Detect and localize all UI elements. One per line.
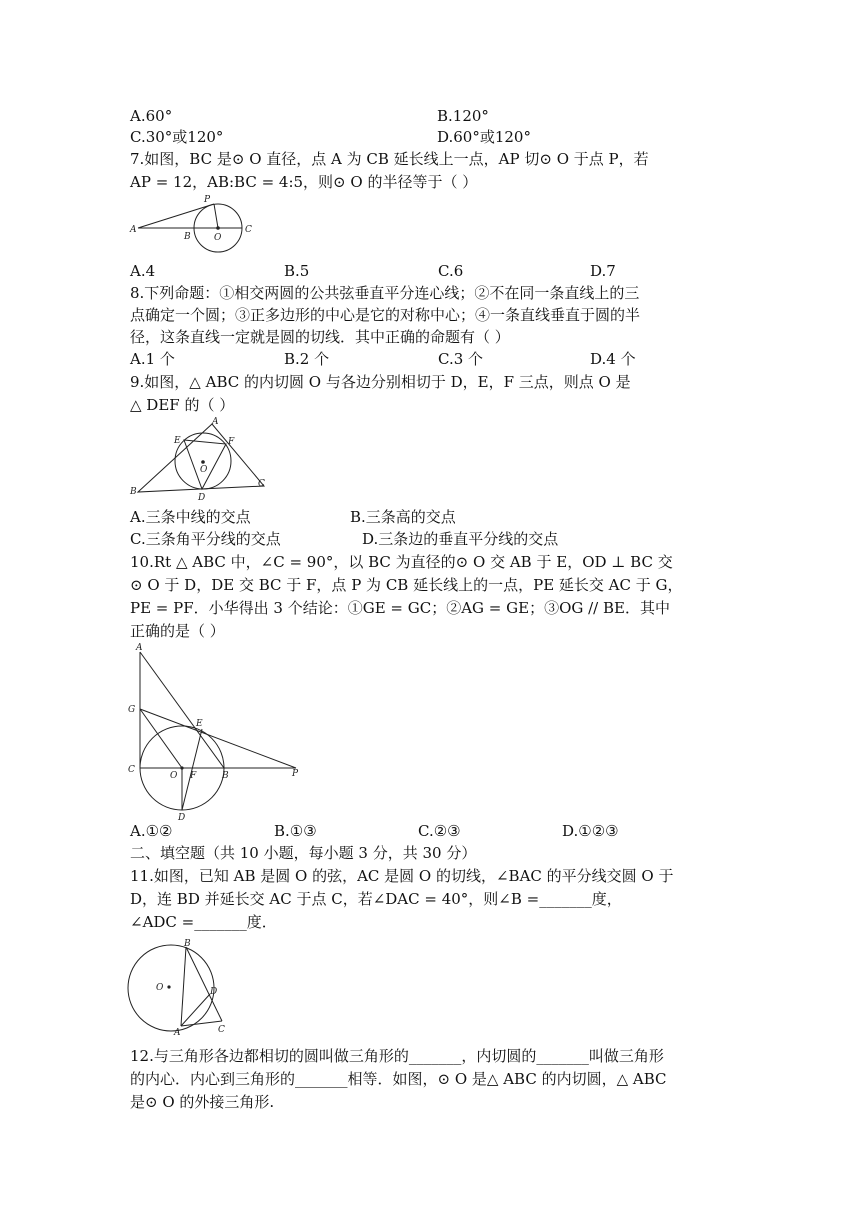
- q8-option-a: A.1 个: [130, 350, 175, 368]
- q10-option-a: A.①②: [130, 822, 173, 840]
- q9-text-line-1: 9.如图，△ ABC 的内切圆 O 与各边分别相切于 D，E，F 三点，则点 O 是: [130, 373, 631, 391]
- q10-option-b: B.①③: [274, 822, 317, 840]
- q7-label-b: B: [184, 232, 191, 242]
- q8-option-d: D.4 个: [590, 350, 636, 368]
- q10-text-line-1: 10.Rt △ ABC 中，∠C = 90°，以 BC 为直径的⊙ O 交 AB 于 E，OD ⊥ BC 交: [130, 553, 673, 571]
- q11-label-a: A: [174, 1028, 181, 1038]
- q9-label-f: F: [228, 437, 235, 447]
- q9-label-b: B: [130, 487, 137, 497]
- q7-option-a: A.4: [130, 262, 156, 280]
- q11-text-line-1: 11.如图，已知 AB 是圆 O 的弦，AC 是圆 O 的切线，∠BAC 的平分线交圆 O 于: [130, 867, 674, 885]
- q11-label-o: O: [156, 983, 164, 993]
- q10-text-line-4: 正确的是（ ）: [130, 622, 225, 640]
- q8-text-line-1: 8.下列命题：①相交两圆的公共弦垂直平分连心线；②不在同一条直线上的三: [130, 284, 640, 302]
- q7-option-c: C.6: [438, 262, 464, 280]
- q12-text-line-2: 的内心．内心到三角形的_______相等．如图，⊙ O 是△ ABC 的内切圆，△ ABC: [130, 1070, 667, 1088]
- q8-option-c: C.3 个: [438, 350, 484, 368]
- q11-text-line-3: ∠ADC =_______度．: [130, 913, 277, 931]
- q10-label-o: O: [170, 771, 178, 781]
- q7-text-line-2: AP = 12，AB:BC = 4:5，则⊙ O 的半径等于（ ）: [130, 173, 478, 191]
- q11-figure: [126, 938, 236, 1038]
- q9-label-c: C: [258, 479, 265, 489]
- q7-text-line-1: 7.如图，BC 是⊙ O 直径，点 A 为 CB 延长线上一点，AP 切⊙ O 于点 P，若: [130, 150, 649, 168]
- q10-label-e: E: [196, 719, 203, 729]
- q10-figure: [126, 642, 306, 822]
- section-2-heading: 二、填空题（共 10 小题，每小题 3 分，共 30 分）: [130, 844, 477, 862]
- q10-label-c: C: [128, 765, 135, 775]
- q9-label-a: A: [212, 417, 219, 427]
- q9-option-a: A.三条中线的交点: [130, 508, 251, 526]
- q10-label-a: A: [136, 643, 143, 653]
- q11-label-d: D: [210, 987, 218, 997]
- q10-label-g: G: [128, 705, 136, 715]
- q11-text-line-2: D，连 BD 并延长交 AC 于点 C，若∠DAC = 40°，则∠B =_______度，: [130, 890, 622, 908]
- q7-figure: [128, 190, 258, 260]
- q6-option-d: D.60°或120°: [437, 128, 531, 146]
- q11-label-b: B: [184, 939, 191, 949]
- q7-option-b: B.5: [284, 262, 310, 280]
- q10-label-p: P: [292, 769, 299, 779]
- q8-text-line-3: 径，这条直线一定就是圆的切线．其中正确的命题有（ ）: [130, 328, 510, 346]
- q9-label-e: E: [174, 436, 181, 446]
- q10-label-f: F: [190, 771, 197, 781]
- q7-label-p: P: [204, 195, 211, 205]
- q12-text-line-3: 是⊙ O 的外接三角形.: [130, 1093, 275, 1111]
- q7-label-c: C: [245, 225, 252, 235]
- q9-label-o: O: [200, 465, 208, 475]
- q9-option-c: C.三条角平分线的交点: [130, 530, 281, 548]
- q9-option-d: D.三条边的垂直平分线的交点: [362, 530, 559, 548]
- q6-option-c: C.30°或120°: [130, 128, 224, 146]
- q12-text-line-1: 12.与三角形各边都相切的圆叫做三角形的_______，内切圆的_______叫做三角形: [130, 1047, 664, 1065]
- q9-text-line-2: △ DEF 的（ ）: [130, 396, 235, 414]
- q8-option-b: B.2 个: [284, 350, 330, 368]
- q6-option-a: A.60°: [130, 107, 173, 125]
- q11-label-c: C: [218, 1025, 225, 1035]
- q10-text-line-2: ⊙ O 于 D，DE 交 BC 于 F，点 P 为 CB 延长线上的一点，PE 延长交 AC 于 G，: [130, 576, 683, 594]
- q8-text-line-2: 点确定一个圆；③正多边形的中心是它的对称中心；④一条直线垂直于圆的半: [130, 306, 641, 324]
- q7-label-a: A: [130, 225, 137, 235]
- q6-option-b: B.120°: [437, 107, 489, 125]
- q10-option-d: D.①②③: [562, 822, 619, 840]
- q9-option-b: B.三条高的交点: [350, 508, 456, 526]
- q9-label-d: D: [198, 493, 206, 503]
- q10-label-d: D: [178, 813, 186, 822]
- q10-text-line-3: PE = PF．小华得出 3 个结论：①GE = GC；②AG = GE；③OG // BE．其中: [130, 599, 670, 617]
- q9-figure: [128, 414, 273, 504]
- q7-label-o: O: [214, 233, 222, 243]
- q10-option-c: C.②③: [418, 822, 461, 840]
- q10-label-b: B: [222, 771, 229, 781]
- q7-option-d: D.7: [590, 262, 616, 280]
